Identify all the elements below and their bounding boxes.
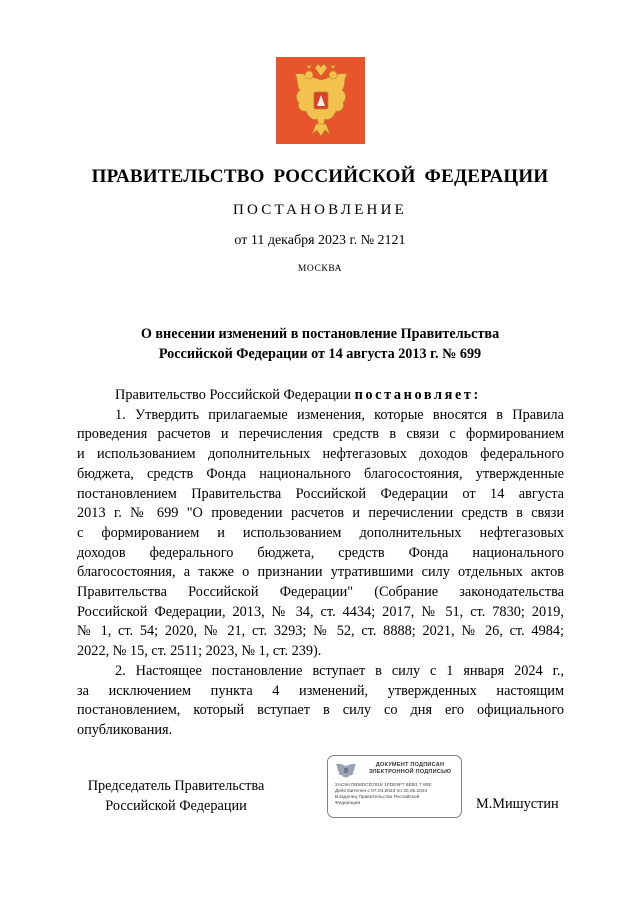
paragraph-line: опубликования.: [77, 721, 173, 738]
paragraph-line: Российской Федерации, 2013, № 34, ст. 4434; 2017, № 51, ст. 7830; 2019,: [77, 603, 564, 620]
paragraph-line: за исключением пункта 4 изменений, утвержденных настоящим: [77, 682, 564, 699]
document-date-number: от 11 декабря 2023 г. № 2121: [234, 233, 406, 248]
document-body: [77, 386, 564, 741]
stamp-certificate: 2AC9A79D6DCD7818 1FDE9F7 6EB1 7 80E: [335, 783, 432, 788]
stamp-title-line: ЭЛЕКТРОННОЙ ПОДПИСЬЮ: [368, 769, 452, 775]
stamp-details: [335, 783, 461, 807]
stamp-validity: Действителен с 07.03.2023 по 30.05.2024: [335, 789, 428, 794]
paragraph-line: 1. Утвердить прилагаемые изменения, которые вносятся в Правила: [115, 406, 564, 423]
stamp-title-line: ДОКУМЕНТ ПОДПИСАН: [375, 762, 445, 768]
paragraph-line: № 1, ст. 54; 2020, № 21, ст. 3293; № 52, ст. 8888; 2021, № 26, ст. 4984;: [77, 623, 564, 640]
paragraph-line: проведения расчетов и перечисления средств в связи с формированием: [77, 426, 564, 443]
subject-line: Российской Федерации от 14 августа 2013 г. № 699: [158, 346, 482, 362]
paragraph-line: 2. Настоящее постановление вступает в силу с 1 января 2024 г.,: [115, 662, 564, 679]
stamp-owner: Владелец Правительство Российской: [335, 795, 420, 800]
document-type: ПОСТАНОВЛЕНИЕ: [233, 202, 407, 218]
paragraph-line: благосостояния, а также о признании утратившими силу отдельных актов: [77, 564, 564, 581]
signatory-name: М.Мишустин: [476, 796, 559, 812]
paragraph-line: бюджета, средств Фонда национального благосостояния, утвержденные: [77, 465, 564, 482]
coat-of-arms-emblem: [276, 57, 365, 144]
paragraph-line: и использованием дополнительных нефтегазовых доходов федерального: [77, 446, 564, 463]
government-title: ПРАВИТЕЛЬСТВО РОССИЙСКОЙ ФЕДЕРАЦИИ: [91, 166, 549, 187]
double-headed-eagle-icon: [286, 62, 356, 140]
decree-word: постановляет:: [354, 387, 481, 403]
signatory-position-line: Председатель Правительства: [87, 778, 265, 794]
paragraph-line: постановлением Правительства Российской Федерации от 14 августа: [77, 485, 564, 502]
stamp-owner: Федерации: [335, 801, 361, 806]
paragraph-line: 2013 г. № 699 "О проведении расчетов и перечислении средств в связи: [77, 505, 564, 522]
document-subject: [0, 324, 640, 364]
signatory-position-line: Российской Федерации: [105, 797, 247, 814]
paragraph-line: Правительства Российской Федерации" (Собрание законодательства: [77, 584, 564, 601]
paragraph-line: с формированием и использованием дополнительных нефтегазовых: [77, 524, 564, 541]
preamble: [77, 386, 564, 406]
stamp-eagle-icon: [335, 762, 357, 779]
subject-line: О внесении изменений в постановление Правительства: [140, 326, 500, 342]
paragraph-2: [77, 662, 564, 741]
paragraph-line: постановлением, который вступает в силу со дня его официального: [77, 702, 564, 719]
paragraph-1: [77, 406, 564, 662]
document-city: МОСКВА: [297, 264, 343, 274]
paragraph-line: 2022, № 15, ст. 2511; 2023, № 1, ст. 239).: [77, 643, 322, 660]
paragraph-line: доходов федерального бюджета, средств Фонда национального: [77, 544, 564, 561]
electronic-signature-stamp: [327, 755, 462, 818]
stamp-title: [359, 762, 461, 776]
preamble-text: Правительство Российской Федерации: [115, 387, 351, 403]
signatory-position: [78, 777, 274, 816]
